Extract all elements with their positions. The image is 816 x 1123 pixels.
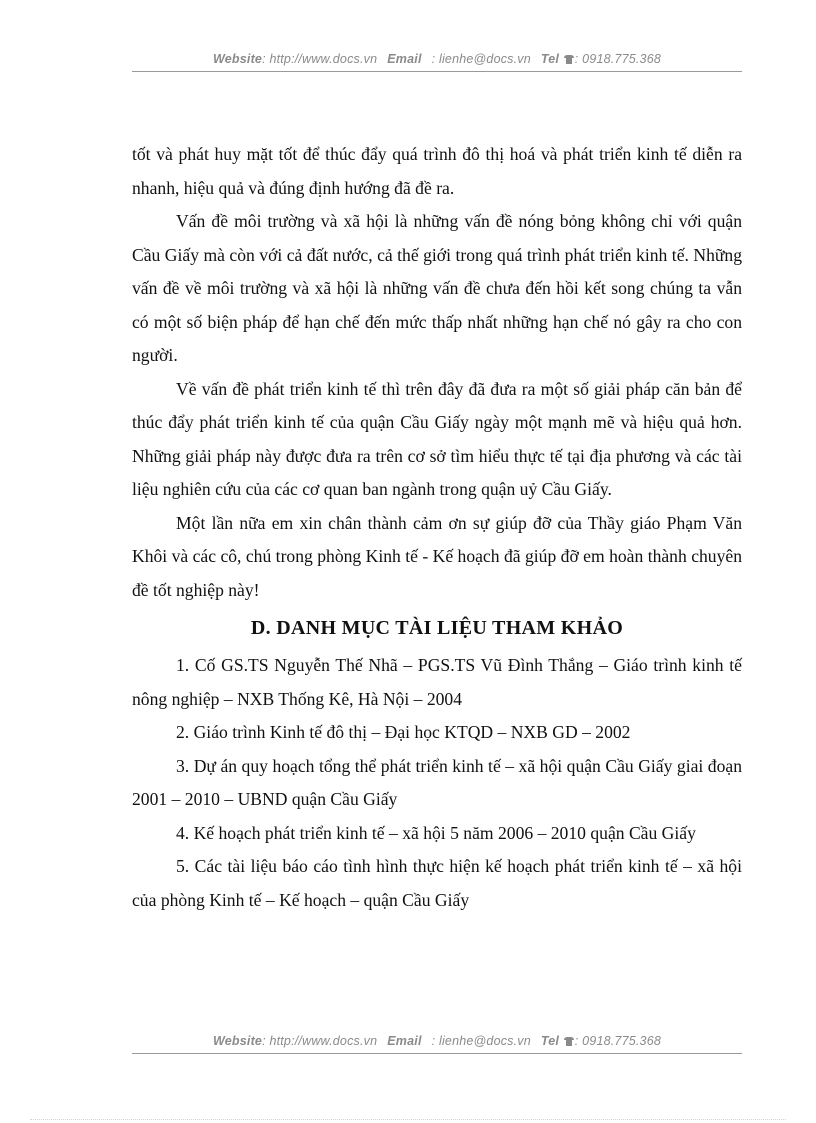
section-title: D. DANH MỤC TÀI LIỆU THAM KHẢO — [250, 617, 624, 639]
phone-icon — [564, 55, 574, 64]
reference-item: 4. Kế hoạch phát triển kinh tế – xã hội 5 năm 2006 – 2010 quận Cầu Giấy — [176, 822, 696, 843]
header-tel-label: Tel — [540, 52, 560, 66]
body-paragraph: Một lần nữa em xin chân thành cảm ơn sự giúp đỡ của Thầy giáo Phạm Văn Khôi và các cô, chú trong phòng Kinh tế - Kế hoạch đã giúp đỡ em hoàn thành chuyên đề tốt nghiệp này! — [132, 512, 742, 600]
body-paragraph: Về vấn đề phát triển kinh tế thì trên đây đã đưa ra một số giải pháp căn bản để thúc đẩy phát triển kinh tế của quận Cầu Giấy ngày một mạnh mẽ và hiệu quả hơn. Những giải pháp này được đưa ra trên cơ sở tìm hiểu thực tế tại địa phương và các tài liệu nghiên cứu của các cơ quan ban ngành trong quận uỷ Cầu Giấy. — [132, 378, 742, 499]
footer-email-label: Email — [387, 1034, 422, 1048]
footer-email-value: : lienhe@docs.vn — [431, 1034, 531, 1048]
page-content — [132, 138, 742, 917]
reference-item: 3. Dự án quy hoạch tổng thể phát triển kinh tế – xã hội quận Cầu Giấy giai đoạn 2001 – 2010 – UBND quận Cầu Giấy — [132, 755, 742, 809]
reference-item: 5. Các tài liệu báo cáo tình hình thực hiện kế hoạch phát triển kinh tế – xã hội của phòng Kinh tế – Kế hoạch – quận Cầu Giấy — [132, 856, 742, 910]
body-paragraph: tốt và phát huy mặt tốt để thúc đẩy quá trình đô thị hoá và phát triển kinh tế diễn ra nhanh, hiệu quả và đúng định hướng đã đề ra. — [132, 144, 742, 198]
page-footer — [132, 1034, 742, 1048]
footer-divider — [132, 1053, 742, 1054]
reference-item: 1. Cố GS.TS Nguyễn Thế Nhã – PGS.TS Vũ Đình Thắng – Giáo trình kinh tế nông nghiệp – NXB Thống Kê, Hà Nội – 2004 — [132, 655, 742, 709]
header-website-value: : http://www.docs.vn — [262, 52, 378, 66]
footer-tel-value: : 0918.775.368 — [574, 1034, 662, 1048]
reference-item: 2. Giáo trình Kinh tế đô thị – Đại học KTQD – NXB GD – 2002 — [176, 722, 631, 742]
header-divider — [132, 71, 742, 72]
header-email-value: : lienhe@docs.vn — [431, 52, 531, 66]
footer-website-label: Website — [212, 1034, 263, 1048]
header-website-label: Website — [212, 52, 263, 66]
footer-tel-label: Tel — [540, 1034, 560, 1048]
phone-icon — [564, 1037, 574, 1046]
page-header — [132, 52, 742, 66]
page-edge-dotted-line — [30, 1119, 786, 1120]
body-paragraph: Vấn đề môi trường và xã hội là những vấn đề nóng bỏng không chỉ với quận Cầu Giấy mà còn với cả đất nước, cả thế giới trong quá trình phát triển kinh tế. Những vấn đề về môi trường và xã hội là những vấn đề chưa đến hồi kết song chúng ta vẫn có một số biện pháp để hạn chế đến mức thấp nhất những hạn chế nó gây ra cho con người. — [132, 211, 742, 365]
header-tel-value: : 0918.775.368 — [574, 52, 662, 66]
footer-website-value: : http://www.docs.vn — [262, 1034, 378, 1048]
header-email-label: Email — [387, 52, 422, 66]
